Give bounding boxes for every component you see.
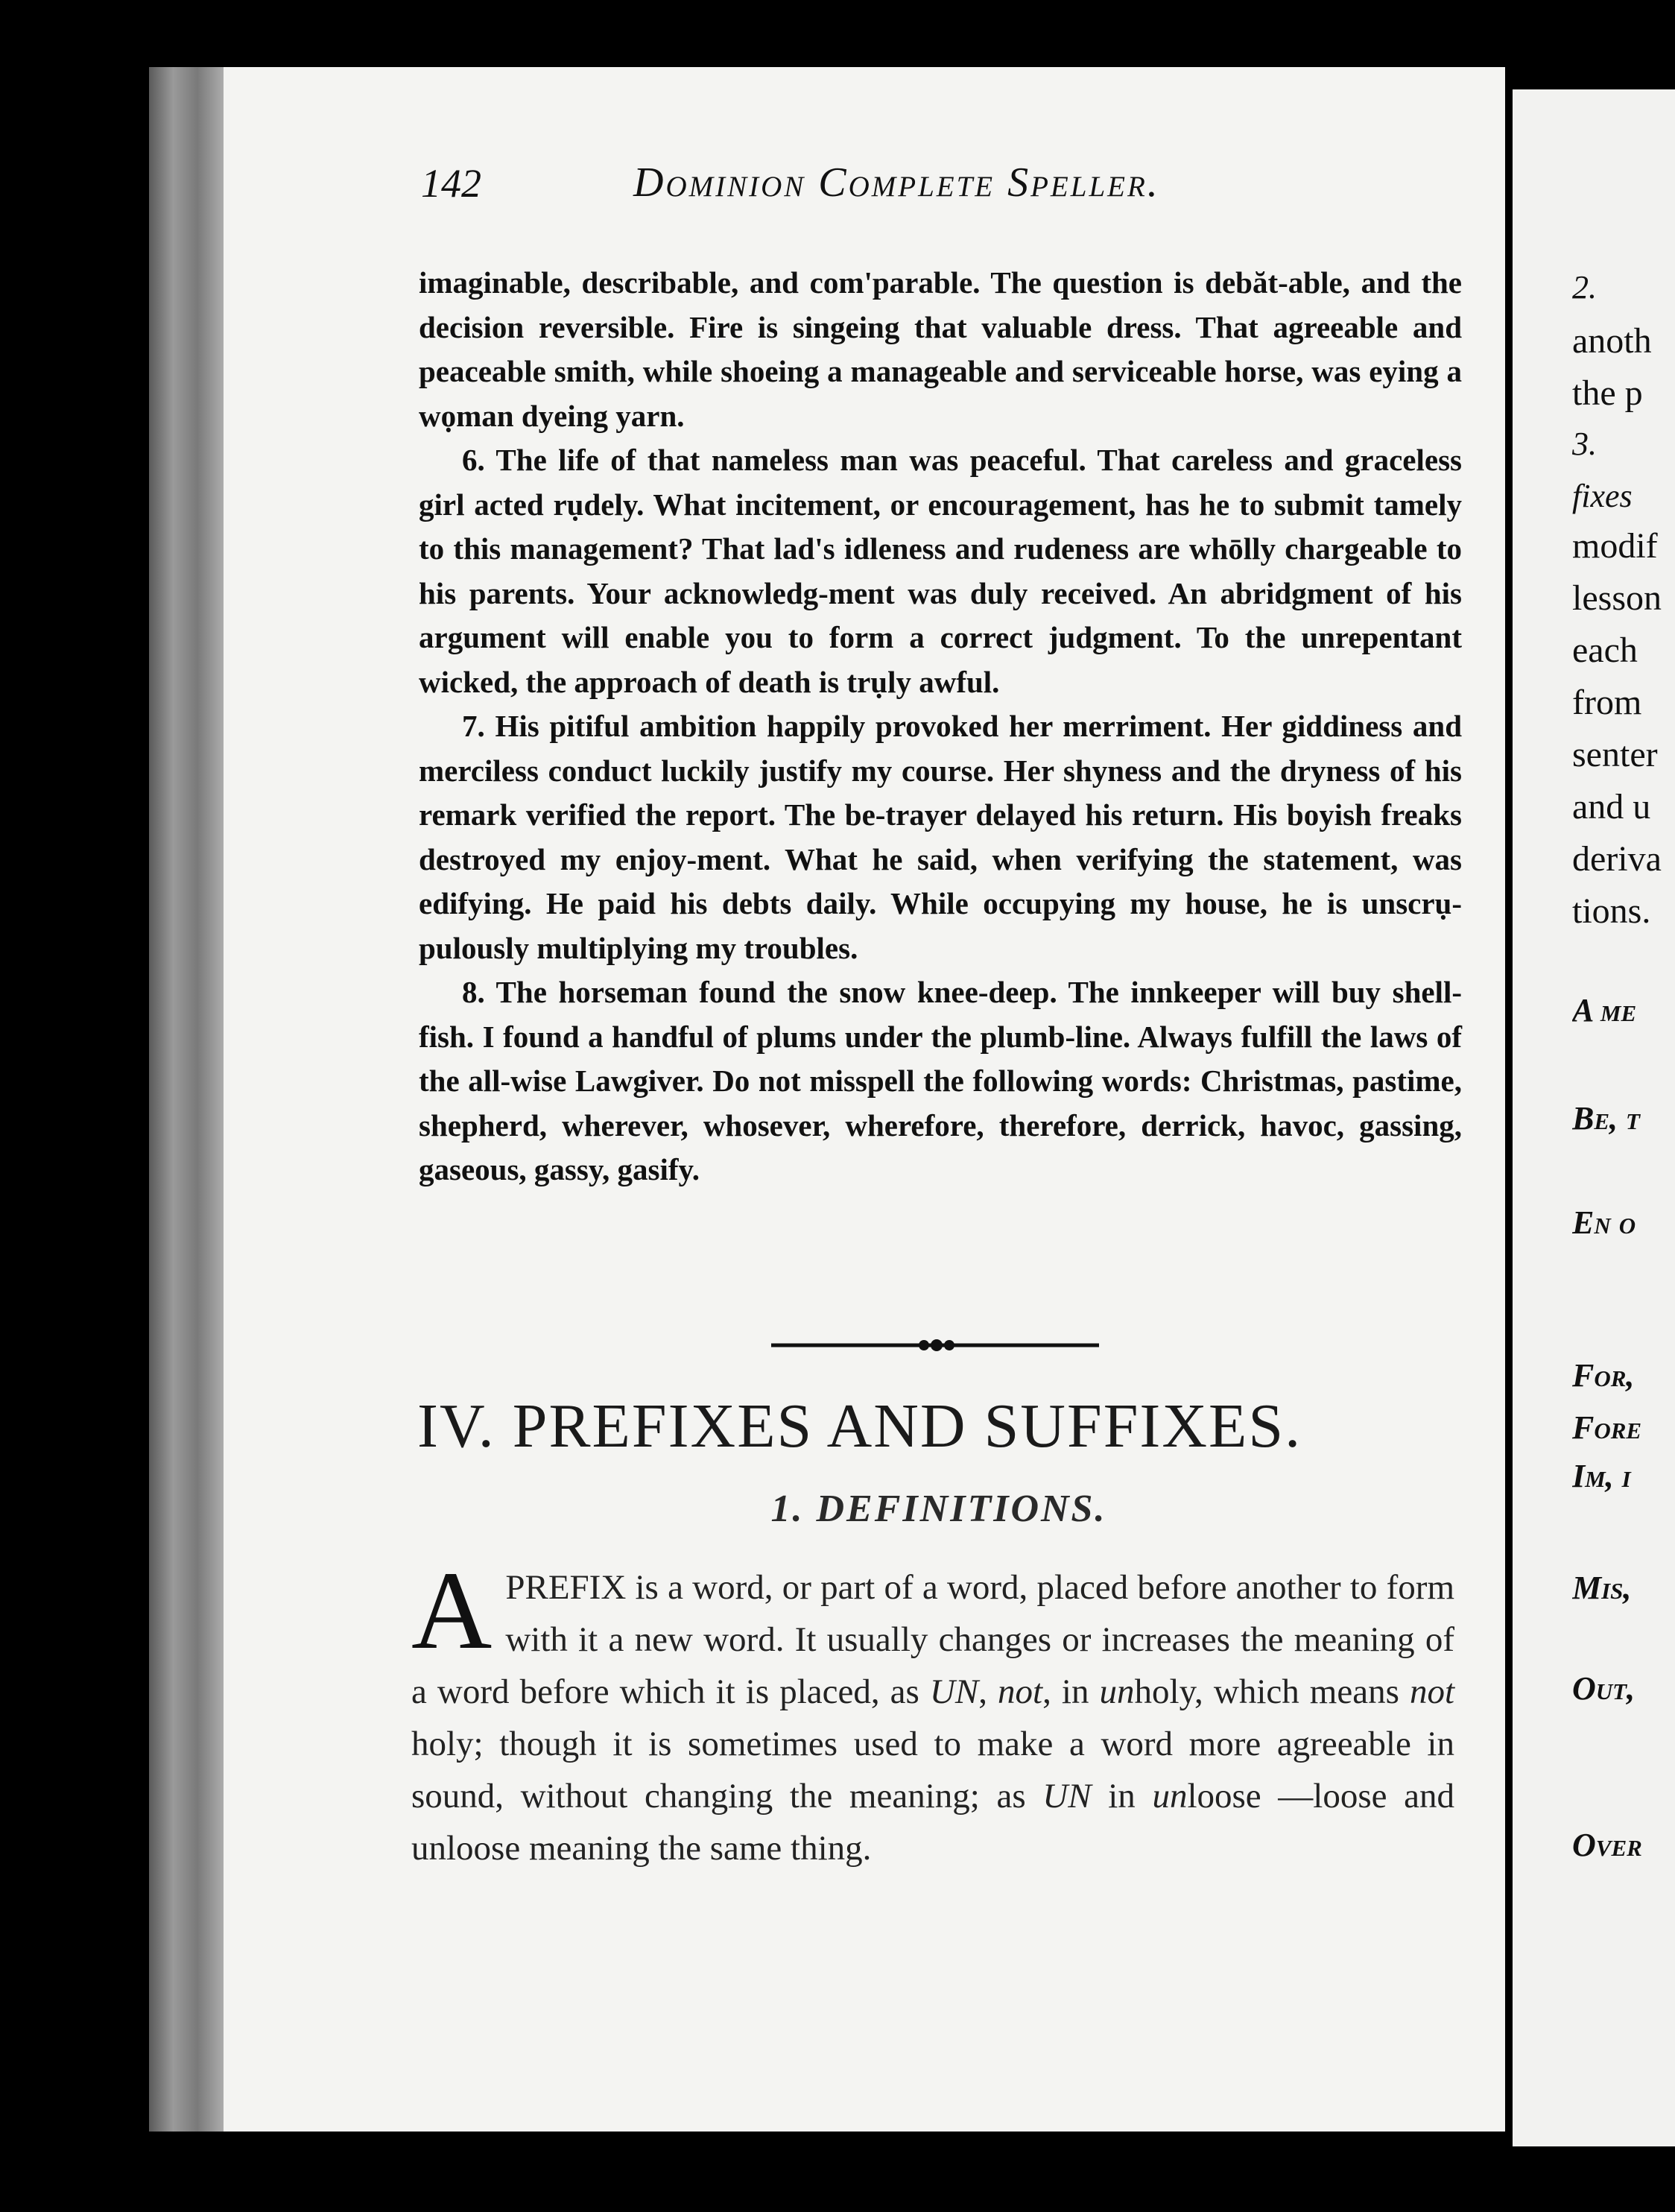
right-page-fragment: Im, i xyxy=(1572,1458,1631,1494)
right-page-fragment: deriva xyxy=(1572,839,1662,879)
right-page-fragment: the p xyxy=(1572,373,1643,413)
right-page-fragment: Over xyxy=(1572,1827,1642,1863)
paragraph: imaginable, describable, and com'parable. The question is debăt-able, and the decision reversible. Fire is singeing that valuable dress. That agreeable and peaceable smith, while shoeing a manageable and serviceable horse, was eying a wọman dyeing yarn. xyxy=(419,265,1462,433)
paragraph: 8. The horseman found the snow knee-deep. The innkeeper will buy shell-fish. I found a handful of plums under the plumb-line. Always fulfill the laws of the all-wise Lawgiver. Do not misspell the following words: Christmas, pastime, shepherd, wherever, whosever, wherefore, therefore, derrick, havoc, gassing, gaseous, gassy, gasify. xyxy=(419,975,1462,1186)
definition-run: PREFIX is a word, or part of a word, placed before another to form with it a new word. It usually changes or increases the meaning of a word before which it is placed, as xyxy=(411,1568,1454,1711)
right-page-fragment: Fore xyxy=(1572,1409,1642,1446)
drop-cap: A xyxy=(411,1549,493,1672)
italic-term: UN xyxy=(929,1672,979,1711)
running-head xyxy=(421,160,1464,220)
definition-run: , in xyxy=(1042,1672,1100,1711)
definition-text xyxy=(411,1549,1455,1868)
right-page-fragment: from xyxy=(1572,683,1642,722)
right-page-fragment: Out, xyxy=(1572,1670,1636,1707)
italic-term: un xyxy=(1152,1777,1188,1816)
book-spine-shadow xyxy=(149,67,229,2132)
right-page-fragment: anoth xyxy=(1572,321,1652,361)
right-page-fragment: modif xyxy=(1572,526,1658,566)
definition-paragraph xyxy=(411,1549,1455,1874)
right-page-fragment: En o xyxy=(1572,1204,1636,1241)
italic-term: not xyxy=(1409,1672,1455,1711)
right-page-fragment: Mis, xyxy=(1572,1570,1632,1606)
right-page-fragment: lesson xyxy=(1572,578,1662,618)
right-page-fragment: Be, t xyxy=(1572,1100,1640,1137)
subsection-heading: 1. DEFINITIONS. xyxy=(770,1488,1107,1530)
ornament-divider xyxy=(771,1334,1099,1356)
right-page-fragment: and u xyxy=(1572,787,1651,827)
definition-run: holy, which means xyxy=(1134,1672,1410,1711)
italic-term: not xyxy=(998,1672,1043,1711)
definition-run: in xyxy=(1091,1777,1153,1816)
right-page-fragment: senter xyxy=(1572,735,1658,774)
right-page-fragment: 3. xyxy=(1572,426,1597,462)
right-page-fragments xyxy=(1572,0,1675,2212)
body-text xyxy=(419,261,1462,1192)
paragraph: 6. The life of that nameless man was peaceful. That careless and graceless girl acted rụdely. What incitement, or encouragement, has he to submit tamely to this management? That lad's idleness and rudeness are whōlly chargeable to his parents. Your acknowledg-ment was duly received. An abridgment of his argument will enable you to form a correct judgment. To the unrepentant wicked, the approach of death is trụly awful. xyxy=(419,443,1462,699)
right-page-fragment: tions. xyxy=(1572,891,1651,931)
page-number: 142 xyxy=(421,161,481,206)
definition-run: loose —loose and unloose meaning the same thing. xyxy=(411,1777,1455,1868)
definition-run: , xyxy=(978,1672,998,1711)
paragraph: 7. His pitiful ambition happily provoked her merriment. Her giddiness and merciless conduct luckily justify my course. Her shyness and the dryness of his remark verified the report. The be-trayer delayed his return. His boyish freaks destroyed my enjoy-ment. What he said, when verifying the statement, was edifying. He paid his debts daily. While occupying my house, he is unscrụ-pulously multiplying my troubles. xyxy=(419,709,1462,965)
book-title: Dominion Complete Speller. xyxy=(633,159,1160,206)
right-page-fragment: fixes xyxy=(1572,478,1633,514)
right-page-fragment: A me xyxy=(1572,992,1637,1028)
italic-term: un xyxy=(1099,1672,1135,1711)
italic-term: UN xyxy=(1042,1777,1092,1816)
definition-run: holy; though it is sometimes used to make a word more agreeable in sound, without changing the meaning; as xyxy=(411,1725,1454,1816)
section-heading: IV. PREFIXES AND SUFFIXES. xyxy=(417,1391,1302,1461)
right-page-fragment: each xyxy=(1572,631,1638,670)
right-page-fragment: 2. xyxy=(1572,269,1597,306)
right-page-fragment: For, xyxy=(1572,1357,1635,1394)
